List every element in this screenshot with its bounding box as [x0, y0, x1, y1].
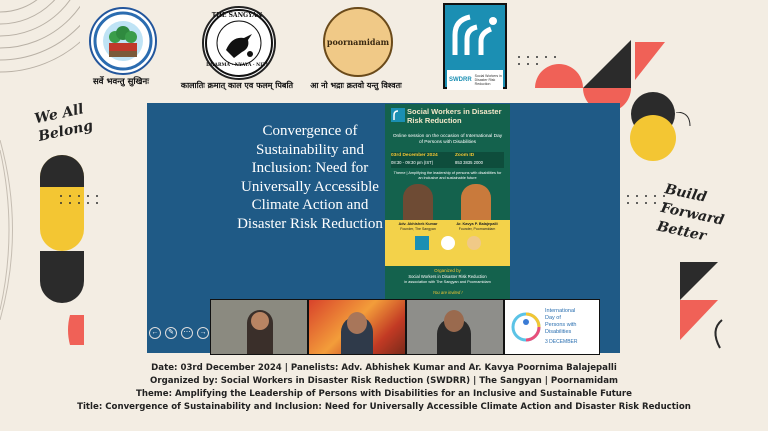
poster-association: in association with The Sangyan and Poornamidam — [404, 280, 491, 284]
speaker1-name: Adv. Abhishek Kumar — [398, 222, 438, 226]
idpd-line3: Persons with — [545, 322, 577, 328]
decorative-arcs-bottom — [0, 140, 30, 320]
logo1-caption: सर्वे भवन्तु सुखिनः — [93, 77, 149, 87]
poster-subtitle: Online session on the occasion of International Day of Persons with Disabilities — [392, 134, 503, 145]
build-forward-better-text: Build Forward Better — [655, 181, 726, 245]
logo2-caption: कालातिः क्रमात् काल एव फलम् पिबति — [180, 80, 294, 90]
sangyan-name: THE SANGYAN — [211, 12, 263, 19]
poster-zoom-id: 853 3835 2000 — [455, 160, 483, 165]
poster-organized-by: Organized by — [434, 268, 461, 273]
slide-controls — [149, 327, 209, 339]
left-dot-grid — [60, 195, 100, 204]
pen-tool-button[interactable]: ✎ — [165, 327, 177, 339]
poster-organizer: Social Workers in Disaster Risk Reduction — [408, 274, 487, 279]
caption-theme: Theme: Amplifying the Leadership of Persons with Disabilities for an Inclusive and Sustainable Future — [136, 389, 632, 399]
poster-zoom-label: Zoom ID — [455, 153, 475, 158]
participant-tile-2[interactable] — [308, 299, 406, 355]
decorative-arcs — [0, 0, 80, 110]
caption-organizers: Organized by: Social Workers in Disaster Risk Reduction (SWDRR) | The Sangyan | Poornamidam — [150, 376, 618, 386]
speaker2-role: Founder, Poornamidam — [458, 227, 496, 231]
poornamidam-logo — [323, 7, 393, 77]
idpd-line1: International — [545, 308, 576, 314]
poster-org: Social Workers in Disaster Risk Reduction — [407, 107, 502, 125]
participant-tile-3[interactable] — [406, 299, 504, 355]
speaker1-role: Founder, The Sangyan — [400, 227, 436, 231]
idpd-line2: Day of — [545, 315, 561, 321]
sangyan-motto: DHARMA · NYAYA · NITI — [206, 63, 268, 68]
idpd-date: 3 DECEMBER — [545, 339, 578, 345]
event-caption — [0, 362, 768, 414]
poster-theme: Theme | Amplifying the leadership of persons with disabilities for an inclusive and sustainable future — [393, 171, 502, 180]
left-pill-shapes — [40, 155, 90, 345]
more-options-button[interactable]: ⋯ — [181, 327, 193, 339]
prev-slide-button[interactable]: ← — [149, 327, 161, 339]
next-slide-button[interactable]: → — [197, 327, 209, 339]
decorative-shapes-bottom — [630, 260, 768, 360]
caption-date-panelists: Date: 03rd December 2024 | Panelists: Adv. Abhishek Kumar and Ar. Kavya Poornima Balajepalli — [151, 363, 617, 373]
caption-title: Title: Convergence of Sustainability and Inclusion: Need for Universally Accessible Climate Action and Disaster Risk Reduction — [77, 402, 691, 412]
speaker2-photo — [461, 184, 491, 220]
poster-time: 08:30 - 09:30 pm (IST) — [391, 160, 434, 165]
poster-date: 03rd December 2024 — [391, 153, 438, 158]
swdrr-sub: Social Workers in Disaster Risk Reduction — [474, 74, 502, 86]
slide-title: Convergence of Sustainability and Inclusion: Need for Universally Accessible Climate Action and Disaster Risk Reduction — [237, 123, 383, 232]
speaker1-photo — [403, 184, 433, 220]
participant-tile-idpd[interactable] — [504, 299, 600, 355]
community-tree-icon — [93, 11, 153, 71]
idpd-line4: Disabilities — [545, 329, 572, 335]
we-all-belong-text: We All Belong — [33, 101, 95, 145]
swdrr-logo — [443, 3, 507, 89]
poster-logo-icon — [391, 108, 405, 122]
poornamidam-name: poornamidam — [326, 37, 390, 47]
swdrr-emblem-icon — [445, 5, 505, 61]
swdrr-name: SWDRR — [449, 77, 472, 83]
poster-invite: You are invited ! — [432, 290, 463, 295]
idpd-logo-icon — [511, 312, 541, 342]
speaker2-name: Ar. Kavya P. Balajepalli — [456, 222, 498, 226]
poster-logo-row — [415, 236, 481, 250]
resilience-logo — [89, 7, 157, 75]
logo3-caption: आ नो भद्राः क्रतवो यन्तु विश्वतः — [310, 80, 402, 90]
event-poster — [385, 104, 510, 300]
participant-tile-1[interactable] — [210, 299, 308, 355]
